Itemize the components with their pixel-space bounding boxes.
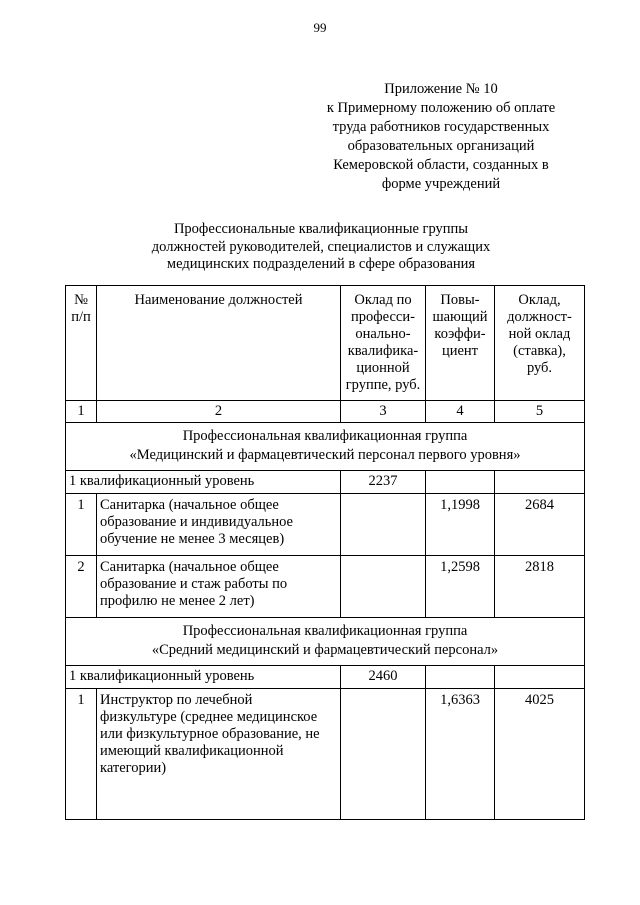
header-salary — [341, 286, 426, 401]
position-line: или физкультурное образование, не — [100, 726, 320, 742]
empty-cell — [495, 666, 585, 689]
column-number: 1 — [66, 401, 97, 423]
header-text: Повы- — [440, 292, 480, 308]
header-text: онально- — [355, 326, 411, 342]
row-number: 1 — [66, 689, 97, 820]
position-line: имеющий квалификационной — [100, 743, 284, 759]
column-number: 2 — [97, 401, 341, 423]
table-row — [66, 494, 585, 556]
header-text: ной оклад — [508, 326, 571, 342]
table-header-row — [66, 286, 585, 401]
row-number: 2 — [66, 556, 97, 618]
group-title-line: Профессиональная квалификационная группа — [182, 428, 468, 444]
header-text: Оклад, — [518, 292, 561, 308]
position-name — [97, 689, 341, 820]
position-line: образование и индивидуальное — [100, 514, 293, 530]
appendix-heading — [300, 80, 582, 194]
table-row — [66, 689, 585, 820]
column-number: 5 — [495, 401, 585, 423]
position-line: категории) — [100, 760, 167, 776]
header-text: квалифика- — [347, 343, 419, 359]
coefficient: 1,6363 — [426, 689, 495, 820]
position-line: Инструктор по лечебной — [100, 692, 253, 708]
group-title-line: «Средний медицинский и фармацевтический персонал» — [151, 642, 499, 658]
header-rate — [495, 286, 585, 401]
header-text: Наименование должностей — [134, 292, 303, 308]
group-title-line: «Медицинский и фармацевтический персонал первого уровня» — [129, 447, 521, 463]
base-salary: 2237 — [341, 471, 426, 494]
coefficient: 1,2598 — [426, 556, 495, 618]
page-number: 99 — [313, 20, 327, 35]
position-line: обучение не менее 3 месяцев) — [100, 531, 285, 547]
header-text: коэффи- — [434, 326, 486, 342]
appendix-line: образовательных организаций — [347, 138, 535, 154]
title-line: Профессиональные квалификационные группы — [173, 221, 469, 237]
header-text: группе, руб. — [345, 377, 421, 393]
group-title — [66, 423, 585, 471]
column-number-row — [66, 401, 585, 423]
column-number: 3 — [341, 401, 426, 423]
header-text: должност- — [507, 309, 572, 325]
appendix-line: Приложение № 10 — [384, 81, 498, 97]
header-num — [66, 286, 97, 401]
document-title — [80, 221, 562, 274]
position-line: профилю не менее 2 лет) — [100, 593, 255, 609]
appendix-line: к Примерному положению об оплате — [326, 100, 556, 116]
header-coefficient — [426, 286, 495, 401]
header-name — [97, 286, 341, 401]
header-text: ционной — [356, 360, 410, 376]
header-text: руб. — [526, 360, 553, 376]
base-salary: 2460 — [341, 666, 426, 689]
rate: 2818 — [495, 556, 585, 618]
group-title — [66, 618, 585, 666]
group-title-line: Профессиональная квалификационная группа — [182, 623, 468, 639]
rate: 4025 — [495, 689, 585, 820]
position-line: образование и стаж работы по — [100, 576, 288, 592]
header-text: № — [74, 292, 88, 308]
empty-cell — [426, 666, 495, 689]
coefficient: 1,1998 — [426, 494, 495, 556]
level-row — [66, 471, 585, 494]
title-line: должностей руководителей, специалистов и служащих — [151, 238, 491, 255]
column-number: 4 — [426, 401, 495, 423]
row-number: 1 — [66, 494, 97, 556]
empty-cell — [341, 689, 426, 820]
header-text: Оклад по — [354, 292, 412, 308]
position-line: Санитарка (начальное общее — [100, 559, 279, 575]
empty-cell — [495, 471, 585, 494]
appendix-line: форме учреждений — [381, 176, 501, 192]
empty-cell — [426, 471, 495, 494]
group-header-row — [66, 618, 585, 666]
position-name — [97, 494, 341, 556]
empty-cell — [341, 556, 426, 618]
title-line: медицинских подразделений в сфере образования — [166, 256, 476, 272]
position-name — [97, 556, 341, 618]
level-label: 1 квалификационный уровень — [66, 471, 341, 494]
appendix-line: Кемеровской области, созданных в — [333, 157, 549, 173]
header-text: професси- — [351, 309, 415, 325]
header-text: циент — [441, 343, 479, 359]
level-row — [66, 666, 585, 689]
appendix-line: труда работников государственных — [332, 119, 550, 135]
position-line: физкультуре (среднее медицинское — [100, 709, 318, 725]
level-label: 1 квалификационный уровень — [66, 666, 341, 689]
header-text: шающий — [432, 309, 488, 325]
header-text: п/п — [71, 309, 91, 325]
header-text: (ставка), — [513, 343, 566, 359]
empty-cell — [341, 494, 426, 556]
salary-table — [65, 285, 585, 820]
group-header-row — [66, 423, 585, 471]
position-line: Санитарка (начальное общее — [100, 497, 279, 513]
table-row — [66, 556, 585, 618]
rate: 2684 — [495, 494, 585, 556]
